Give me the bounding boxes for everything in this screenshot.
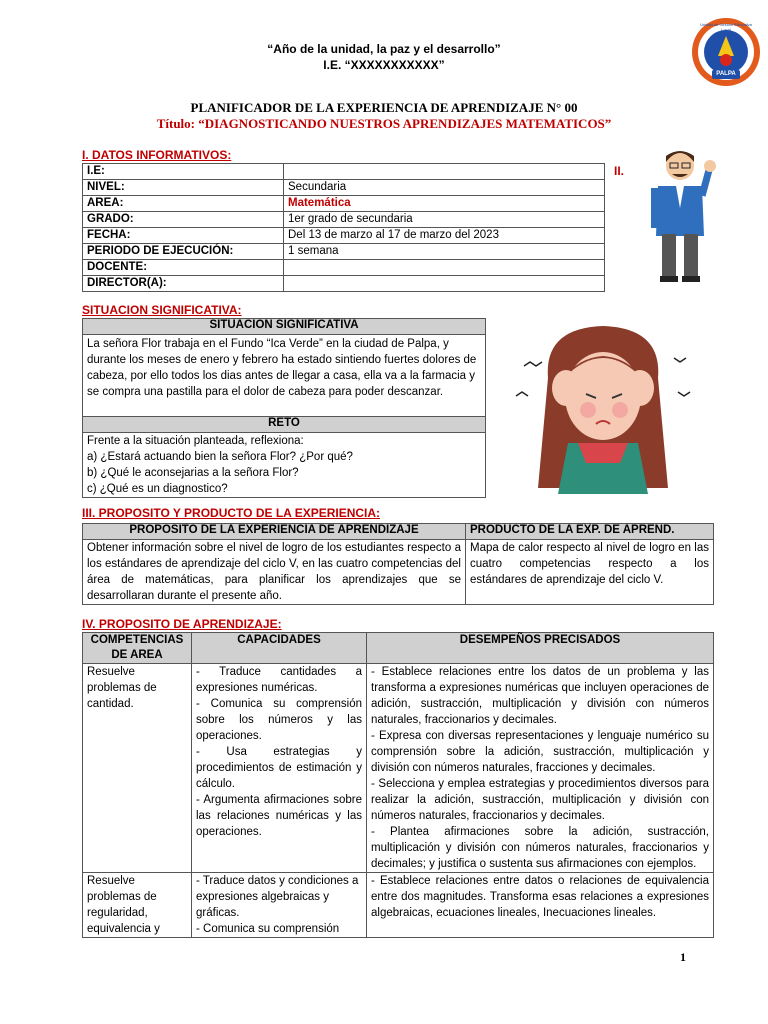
table-row (83, 260, 605, 276)
grado-label: GRADO: (83, 212, 284, 228)
periodo-value: 1 semana (284, 244, 605, 260)
director-label: DIRECTOR(A): (83, 276, 284, 292)
teacher-illustration (648, 146, 718, 286)
docente-value (284, 260, 605, 276)
datos-heading: I. DATOS INFORMATIVOS: (82, 148, 232, 162)
fecha-value: Del 13 de marzo al 17 de marzo del 2023 (284, 228, 605, 244)
table-row (83, 664, 714, 873)
proposito-col2-header: PRODUCTO DE LA EXP. DE APREND. (466, 524, 714, 540)
capacidades-cell: - Traduce datos y condiciones a expresiones algebraicas y gráficas. - Comunica su comprensión (192, 873, 367, 938)
proposito-table (82, 523, 714, 605)
table-row (83, 276, 605, 292)
table-row (83, 180, 605, 196)
table-row (83, 244, 605, 260)
planner-subtitle: Título: “DIAGNOSTICANDO NUESTROS APRENDIZAJES MATEMATICOS” (156, 116, 612, 131)
area-value: Matemática (284, 196, 605, 212)
header-capacidades: CAPACIDADES (192, 633, 367, 664)
director-value (284, 276, 605, 292)
proposito-heading: III. PROPOSITO Y PRODUCTO DE LA EXPERIENCIA: (82, 506, 381, 520)
table-row (83, 212, 605, 228)
ie-label: I.E: (83, 164, 284, 180)
reto-cell (83, 433, 486, 498)
header-competencias: COMPETENCIAS DE AREA (83, 633, 192, 664)
table-row (83, 228, 605, 244)
reto-line: Frente a la situación planteada, reflexiona: (87, 435, 304, 447)
reto-header: RETO (83, 417, 486, 433)
datos-table (82, 163, 605, 292)
ie-value (284, 164, 605, 180)
table-row (83, 196, 605, 212)
situacion-text: La señora Flor trabaja en el Fundo “Ica Verde” en la ciudad de Palpa, y durante los meses de enero y febrero ha estado sintiendo fuertes dolores de cabeza, por ello todos los dias antes de llegar a casa, ella va a la farmacia y se compra una pastilla para el dolor de cabeza para poder descanzar. (83, 335, 486, 417)
year-motto: “Año de la unidad, la paz y el desarrollo” (267, 42, 501, 56)
logo-text: Unidad de Gestión Educativa Local (700, 22, 752, 32)
logo-place: PALPA (716, 71, 736, 77)
proposito-col1-text: Obtener información sobre el nivel de logro de los estudiantes respecto a los estándares de aprendizaje del ciclo V, en las cuatro competencias del área de matemáticas, para planificar los aprendizajes que se desarrollaran durante el presente año. (83, 540, 466, 605)
situacion-heading: SITUACION SIGNIFICATIVA: (82, 303, 242, 317)
grado-value: 1er grado de secundaria (284, 212, 605, 228)
table-row (83, 873, 714, 938)
table-row (83, 164, 605, 180)
aprendizaje-heading: IV. PROPOSITO DE APRENDIZAJE: (82, 617, 282, 631)
situacion-table (82, 318, 486, 498)
planner-title: PLANIFICADOR DE LA EXPERIENCIA DE APRENDIZAJE N° 00 (190, 100, 578, 115)
ugel-logo (690, 16, 762, 88)
reto-line: a) ¿Estará actuando bien la señora Flor? ¿Por qué? (87, 451, 353, 463)
desempenos-cell: - Establece relaciones entre datos o relaciones de equivalencia entre dos magnitudes. Transforma esas relaciones a expresiones algebraicas, ecuaciones lineales, Inecuaciones lineales. (367, 873, 714, 938)
school-name: I.E. “XXXXXXXXXXX” (323, 58, 445, 72)
nivel-label: NIVEL: (83, 180, 284, 196)
header-desempenos: DESEMPEÑOS PRECISADOS (367, 633, 714, 664)
reto-line: b) ¿Qué le aconsejarias a la señora Flor? (87, 467, 299, 479)
headache-illustration (508, 318, 698, 494)
area-label: AREA: (83, 196, 284, 212)
proposito-col2-text: Mapa de calor respecto al nivel de logro en las cuatro competencias respecto a los estándares de aprendizaje del ciclo V. (466, 540, 714, 605)
desempenos-cell: - Establece relaciones entre los datos de un problema y las transforma a expresiones numéricas que incluyen operaciones de adición, sustracción, multiplicación y división con números naturales, fraccionarios y decimales. - Expresa con diversas representaciones y lenguaje numérico su comprensión sobre la adición, sustracción, multiplicación y división con números naturales, fracciones y decimales. - Selecciona y emplea estrategias y procedimientos diversos para realizar la adición, sustracción, multiplicación y división con números naturales, fraccionarios y decimales. - Plantea afirmaciones sobre la adición, sustracción, multiplicación y división con números naturales, fraccionarios y decimales; y justifica o sustenta sus afirmaciones con ejemplos. (367, 664, 714, 873)
reto-line: c) ¿Qué es un diagnostico? (87, 483, 228, 495)
aprendizaje-table (82, 632, 714, 938)
situacion-table-header: SITUACION SIGNIFICATIVA (83, 319, 486, 335)
page-number: 1 (680, 950, 686, 964)
competencia-cell: Resuelve problemas de regularidad, equivalencia y (83, 873, 192, 938)
capacidades-cell: - Traduce cantidades a expresiones numéricas. - Comunica su comprensión sobre los números y las operaciones. - Usa estrategias y procedimientos de estimación y cálculo. - Argumenta afirmaciones sobre las relaciones numéricas y las operaciones. (192, 664, 367, 873)
fecha-label: FECHA: (83, 228, 284, 244)
competencia-cell: Resuelve problemas de cantidad. (83, 664, 192, 873)
section-ii-label: II. (614, 164, 625, 178)
docente-label: DOCENTE: (83, 260, 284, 276)
nivel-value: Secundaria (284, 180, 605, 196)
periodo-label: PERIODO DE EJECUCIÓN: (83, 244, 284, 260)
proposito-col1-header: PROPOSITO DE LA EXPERIENCIA DE APRENDIZAJE (83, 524, 466, 540)
